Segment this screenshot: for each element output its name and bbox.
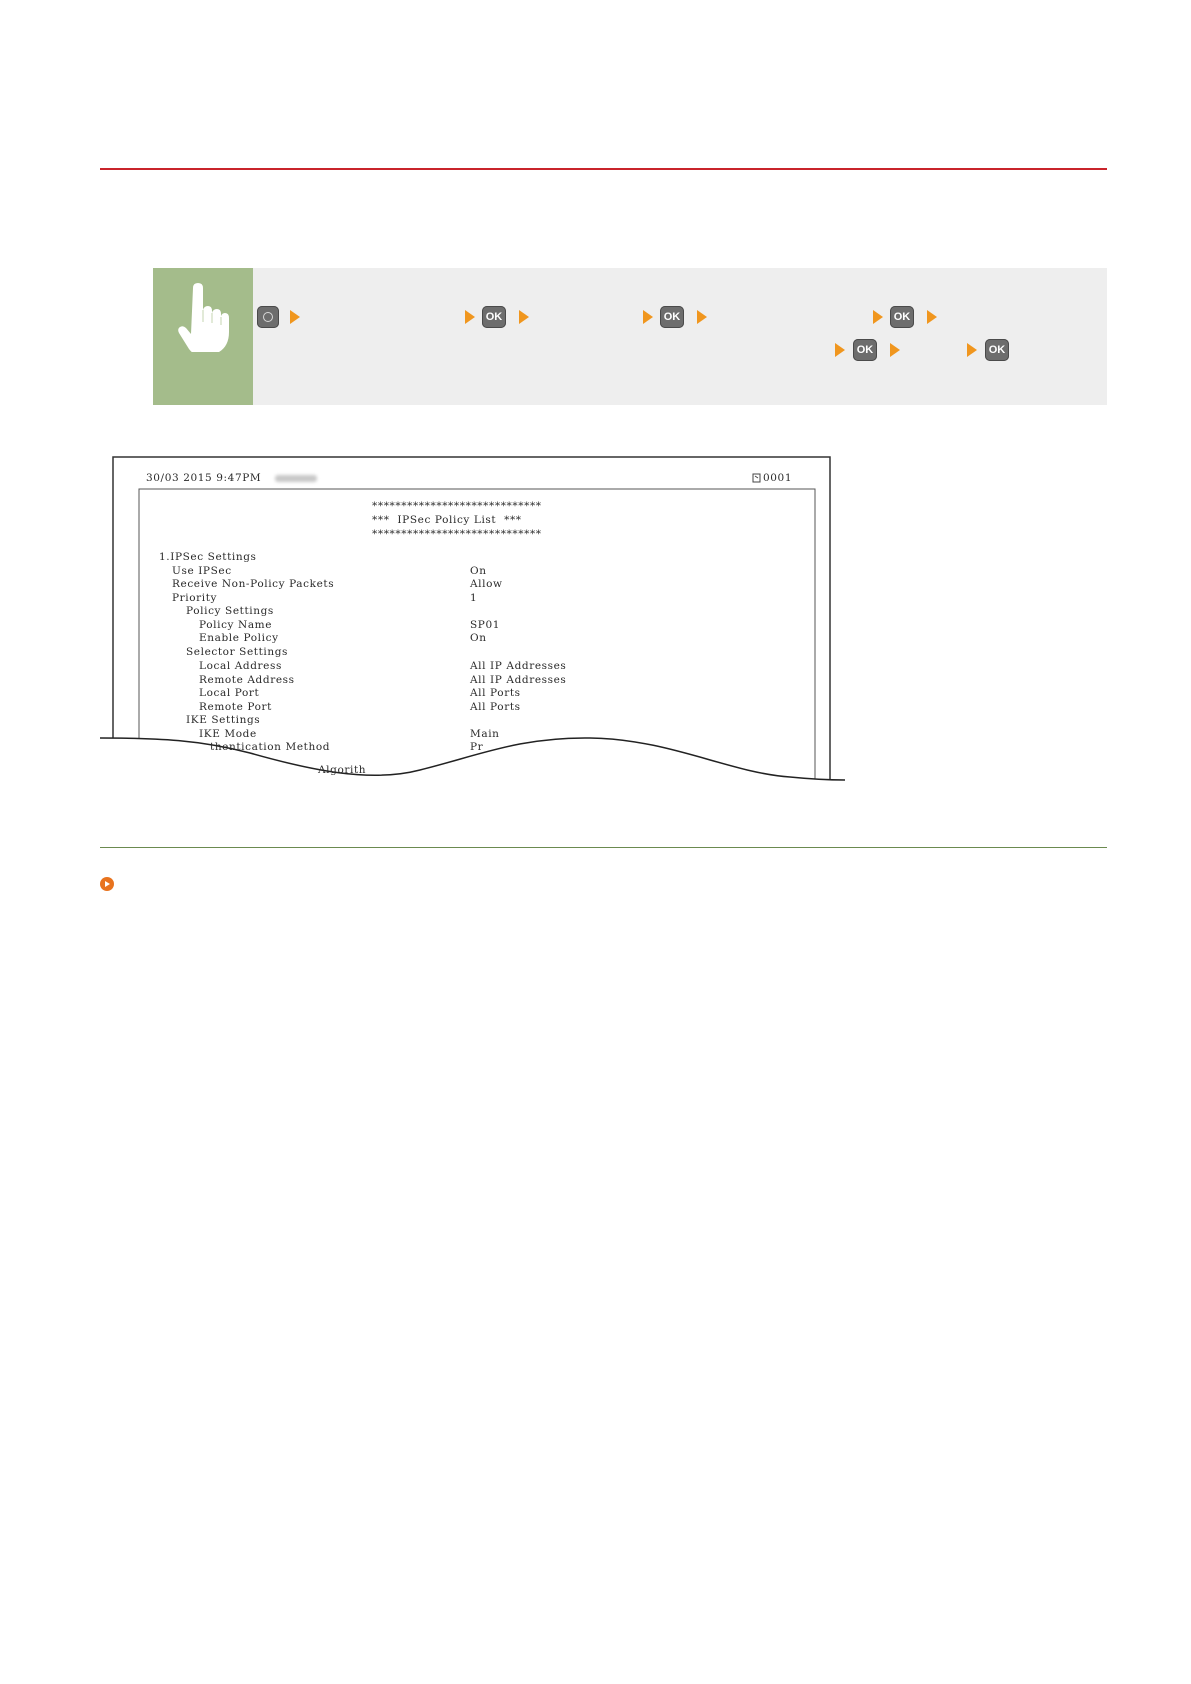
report-row-value: All Ports xyxy=(470,701,521,713)
report-row-label: Remote Port xyxy=(199,701,272,713)
ok-key-icon: OK xyxy=(660,306,684,328)
section-title-rule xyxy=(100,168,1107,170)
report-row-value: Main xyxy=(470,728,500,740)
arrow-right-icon xyxy=(519,310,529,324)
report-row-value: On xyxy=(470,632,487,644)
report-stars-top: ***************************** xyxy=(372,500,542,512)
report-row-value: All IP Addresses xyxy=(470,674,567,686)
report-row-label: thentication Method xyxy=(210,741,331,753)
arrow-right-icon xyxy=(890,343,900,357)
report-row-label: Policy Name xyxy=(199,619,273,631)
report-row-label: Local Address xyxy=(199,660,282,672)
arrow-right-icon xyxy=(697,310,707,324)
report-date: 30/03 2015 9:47PM xyxy=(146,472,262,484)
operation-steps-panel xyxy=(153,268,1107,405)
report-row-value: All Ports xyxy=(470,687,521,699)
report-row-label: Receive Non-Policy Packets xyxy=(172,578,335,590)
report-row-value: 1 xyxy=(470,592,478,604)
report-cut-text: Algorith xyxy=(318,764,367,776)
report-row-label: Priority xyxy=(172,592,218,604)
arrow-right-icon xyxy=(290,310,300,324)
report-title: *** IPSec Policy List *** xyxy=(372,514,522,526)
report-page-number: 0001 xyxy=(763,472,793,484)
report-row-label: 1.IPSec Settings xyxy=(159,551,257,563)
ok-key-icon: OK xyxy=(985,339,1009,361)
arrow-right-icon xyxy=(967,343,977,357)
report-row-label: Policy Settings xyxy=(186,605,274,617)
report-row-label: IKE Mode xyxy=(199,728,257,740)
report-row-label: Selector Settings xyxy=(186,646,289,658)
report-row-label: Local Port xyxy=(199,687,260,699)
arrow-right-icon xyxy=(643,310,653,324)
arrow-right-icon xyxy=(873,310,883,324)
report-row-value: On xyxy=(470,565,487,577)
report-row-label: Enable Policy xyxy=(199,632,279,644)
arrow-right-icon xyxy=(465,310,475,324)
ipsec-policy-list-sample xyxy=(100,455,845,800)
device-name-blurred xyxy=(275,475,317,482)
hand-pointer-icon xyxy=(153,268,253,405)
report-row-value: Pr xyxy=(470,741,484,753)
arrow-right-icon xyxy=(927,310,937,324)
report-row-label: Remote Address xyxy=(199,674,295,686)
ok-key-icon: OK xyxy=(482,306,506,328)
report-row-label: Use IPSec xyxy=(172,565,232,577)
report-stars-bottom: ***************************** xyxy=(372,528,542,540)
menu-key-icon xyxy=(257,306,279,328)
arrow-right-icon xyxy=(835,343,845,357)
ok-key-icon: OK xyxy=(890,306,914,328)
report-row-label: IKE Settings xyxy=(186,714,261,726)
link-arrow-icon[interactable] xyxy=(100,877,114,891)
section-divider xyxy=(100,847,1107,848)
report-row-value: All IP Addresses xyxy=(470,660,567,672)
report-row-value: Allow xyxy=(470,578,503,590)
report-row-value: SP01 xyxy=(470,619,501,631)
ok-key-icon: OK xyxy=(853,339,877,361)
